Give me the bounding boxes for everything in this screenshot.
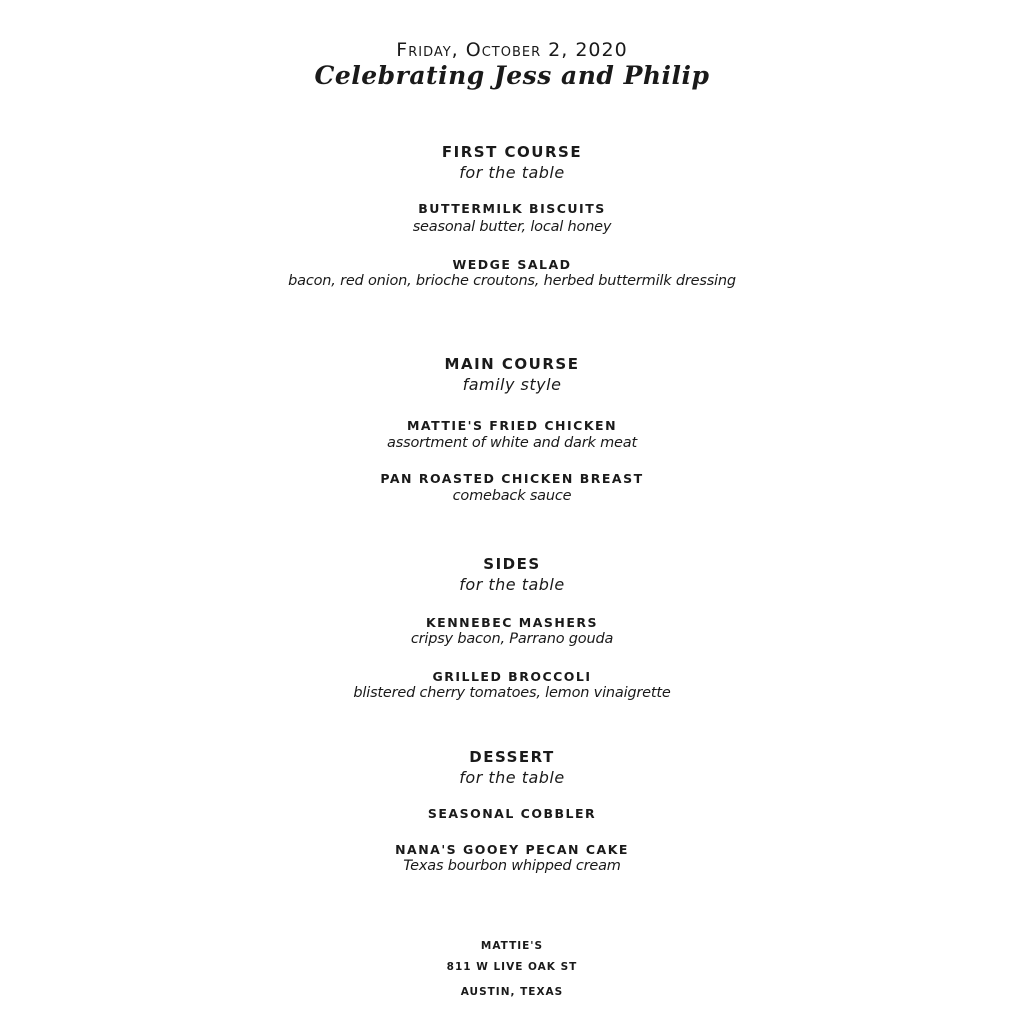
dish-name: PAN ROASTED CHICKEN BREAST — [380, 471, 644, 486]
course-title: DESSERT — [469, 748, 555, 766]
restaurant-city: AUSTIN, TEXAS — [460, 986, 564, 998]
dish-name: SEASONAL COBBLER — [427, 806, 597, 821]
restaurant-address: 811 W LIVE OAK ST — [446, 961, 578, 973]
course-subtitle: for the table — [459, 768, 565, 787]
course-subtitle: family style — [462, 375, 562, 394]
dish-description: seasonal butter, local honey — [412, 219, 612, 235]
dish-name: KENNEBEC MASHERS — [425, 615, 599, 630]
dish-description: blistered cherry tomatoes, lemon vinaigrette — [353, 685, 671, 701]
dish-name: NANA'S GOOEY PECAN CAKE — [395, 842, 629, 857]
dish-description: comeback sauce — [452, 488, 572, 504]
course-title: MAIN COURSE — [444, 355, 580, 373]
dish-description: Texas bourbon whipped cream — [403, 858, 621, 874]
restaurant-name: MATTIE'S — [480, 940, 544, 952]
event-date: Friday, October 2, 2020 — [396, 39, 628, 61]
dish-description: assortment of white and dark meat — [387, 435, 637, 451]
course-title: SIDES — [483, 555, 541, 573]
course-subtitle: for the table — [459, 575, 565, 594]
dish-name: BUTTERMILK BISCUITS — [418, 201, 606, 216]
dish-name: WEDGE SALAD — [452, 257, 572, 272]
dish-description: cripsy bacon, Parrano gouda — [410, 631, 614, 647]
celebration-title: Celebrating Jess and Philip — [314, 61, 710, 90]
course-subtitle: for the table — [459, 163, 565, 182]
dish-name: MATTIE'S FRIED CHICKEN — [406, 418, 618, 433]
dish-description: bacon, red onion, brioche croutons, herbed buttermilk dressing — [288, 273, 736, 289]
course-title: FIRST COURSE — [441, 143, 583, 161]
dish-name: GRILLED BROCCOLI — [432, 669, 592, 684]
